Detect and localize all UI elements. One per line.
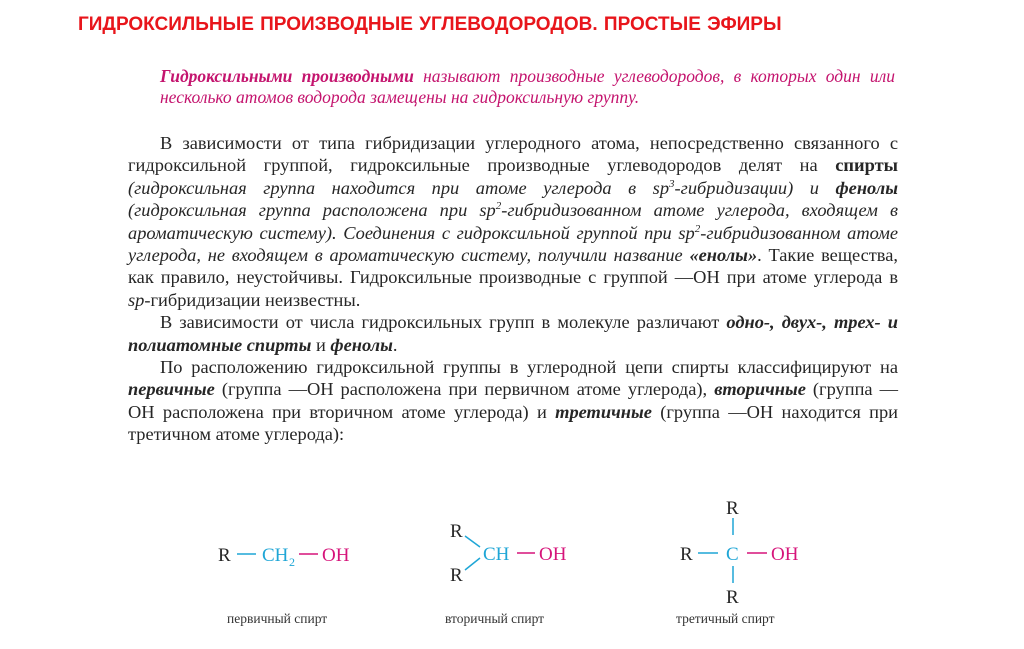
secondary-r-bottom: R bbox=[450, 565, 463, 586]
p2-text-3: . bbox=[392, 334, 398, 355]
p3-text-4: (группа —ОН находится при третичном атоме углерода): bbox=[128, 401, 898, 445]
formula-secondary-alcohol bbox=[450, 521, 567, 586]
tertiary-c: C bbox=[726, 544, 739, 565]
body-text bbox=[128, 124, 898, 446]
primary-r: R bbox=[218, 545, 231, 566]
p1-sp-b: sp bbox=[479, 200, 496, 221]
p1-text-6: -гибридизованном атоме углерода, не входящем в ароматическую систему, получили название bbox=[128, 222, 899, 266]
term-phenols-2: фенолы bbox=[330, 334, 393, 355]
term-alcohols: спирты bbox=[835, 155, 898, 176]
tertiary-r-top: R bbox=[726, 498, 739, 519]
caption-tertiary: третичный спирт bbox=[676, 611, 775, 626]
p1-sup2: 2 bbox=[495, 200, 502, 213]
p1-text-2: (гидроксильная группа находится при атоме углерода в bbox=[128, 177, 653, 198]
p2-text-1: В зависимости от числа гидроксильных групп в молекуле различают bbox=[160, 312, 727, 333]
secondary-oh: OH bbox=[539, 544, 567, 565]
paragraph-atomicity bbox=[128, 311, 898, 356]
secondary-bond-bottom bbox=[465, 558, 480, 570]
term-secondary: вторичные bbox=[714, 379, 806, 400]
tertiary-r-bottom: R bbox=[726, 587, 739, 608]
definition bbox=[160, 66, 895, 108]
caption-primary: первичный спирт bbox=[227, 611, 328, 626]
tertiary-oh: OH bbox=[771, 544, 799, 565]
p1-text-8: -гибридизации неизвестны. bbox=[144, 289, 361, 310]
primary-oh: OH bbox=[322, 545, 350, 566]
term-enols: «енолы» bbox=[689, 245, 758, 266]
secondary-ch: CH bbox=[483, 544, 510, 565]
p1-sp-c: sp bbox=[678, 222, 695, 243]
p1-sup2b: 2 bbox=[694, 222, 701, 235]
p1-sp-d: sp bbox=[128, 289, 145, 310]
p1-text-1: В зависимости от типа гибридизации углеродного атома, непосредственно связанного с гидроксильной группой, гидроксильные производные углеводородов делят на bbox=[128, 133, 898, 176]
paragraph-hybridization bbox=[128, 132, 898, 311]
p1-text-4: (гидроксильная группа расположена при bbox=[128, 200, 480, 221]
p3-text-2: (группа —ОН расположена при первичном атоме углерода), bbox=[214, 379, 715, 400]
secondary-r-top: R bbox=[450, 521, 463, 542]
p3-text-3: (группа —ОН расположена при вторичном атоме углерода) и bbox=[128, 379, 899, 422]
primary-ch2: CH bbox=[262, 545, 289, 566]
term-primary: первичные bbox=[128, 379, 215, 400]
term-polyatomic: одно-, двух-, трех- и полиатомные спирты bbox=[128, 312, 898, 355]
p1-sp: sp bbox=[652, 177, 670, 198]
p1-text-5: -гибридизованном атоме углерода, входящем в ароматическую систему). Соединения с гидроксильной группой при bbox=[128, 200, 898, 243]
caption-secondary: вторичный спирт bbox=[445, 611, 545, 626]
term-tertiary: третичные bbox=[555, 401, 652, 422]
slide-title: ГИДРОКСИЛЬНЫЕ ПРОИЗВОДНЫЕ УГЛЕВОДОРОДОВ. ПРОСТЫЕ ЭФИРЫ bbox=[78, 14, 782, 35]
secondary-bond-top bbox=[465, 536, 480, 547]
p1-text-7: . Такие вещества, как правило, неустойчивы. Гидроксильные производные с группой —ОН при атоме углерода в bbox=[128, 245, 899, 288]
tertiary-r-left: R bbox=[680, 544, 693, 565]
p3-text-1: По расположению гидроксильной группы в углеродной цепи спирты классифицируют на bbox=[160, 357, 898, 378]
definition-text: называют производные углеводородов, в которых один или несколько атомов водорода замещены на гидроксильную группу. bbox=[160, 66, 895, 107]
p1-sup3: 3 bbox=[669, 177, 675, 190]
definition-term: Гидроксильными производными bbox=[160, 66, 414, 86]
formula-primary-alcohol bbox=[218, 545, 350, 569]
paragraph-classification bbox=[128, 356, 898, 446]
p1-text-3: -гибридизации) и bbox=[674, 177, 836, 198]
formula-tertiary-alcohol bbox=[680, 498, 799, 608]
primary-sub2: 2 bbox=[289, 555, 295, 569]
p2-text-2: и bbox=[311, 334, 331, 355]
term-phenols: фенолы bbox=[835, 177, 898, 198]
